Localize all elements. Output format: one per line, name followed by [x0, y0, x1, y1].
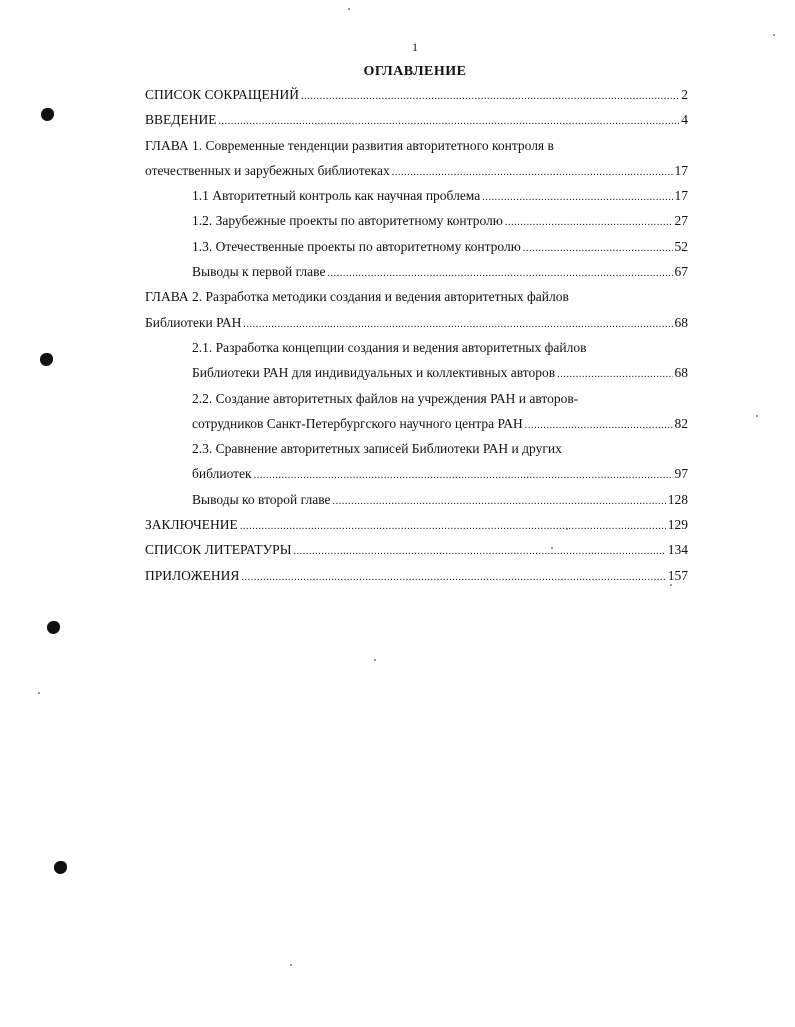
- toc-entry-label: Библиотеки РАН для индивидуальных и коллективных авторов: [192, 365, 556, 381]
- scan-speck: [773, 34, 775, 36]
- toc-entry-abbreviations[interactable]: [145, 82, 688, 107]
- toc-entry-section-2-2-line1[interactable]: 2.2. Создание авторитетных файлов на учреждения РАН и авторов-: [192, 390, 579, 406]
- scan-speck: [348, 8, 350, 10]
- toc-entry-label: 1.2. Зарубежные проекты по авторитетному контролю: [192, 213, 503, 229]
- toc-entry-label: Выводы ко второй главе: [192, 491, 331, 507]
- toc-entry-label: СПИСОК СОКРАЩЕНИЙ: [145, 87, 300, 102]
- toc-entry-label: Библиотеки РАН: [145, 314, 242, 330]
- toc-page-number: 68: [674, 365, 688, 381]
- toc-entry-label: 1.3. Отечественные проекты по авторитетному контролю: [192, 238, 521, 254]
- dot-leader: [392, 160, 673, 185]
- toc-entry-section-1-3[interactable]: [145, 234, 688, 259]
- toc-entry-chapter1-conclusions[interactable]: [145, 259, 688, 284]
- scan-speck: [670, 584, 672, 586]
- toc-page-number: 128: [667, 491, 688, 507]
- scan-speck: [38, 692, 40, 694]
- toc-entry-chapter1[interactable]: [145, 158, 688, 183]
- dot-leader: [254, 463, 673, 488]
- dot-leader: [482, 185, 672, 210]
- dot-leader: [241, 565, 665, 590]
- toc-entry-label: ЗАКЛЮЧЕНИЕ: [145, 517, 238, 533]
- toc-entry-section-1-1[interactable]: [145, 183, 688, 208]
- toc-entry-conclusion[interactable]: [145, 512, 688, 537]
- toc-entry-label: 1.1 Авторитетный контроль как научная проблема: [192, 188, 481, 204]
- dot-leader: [505, 210, 673, 235]
- toc-entry-section-2-1-line1[interactable]: 2.1. Разработка концепции создания и ведения авторитетных файлов: [192, 339, 587, 355]
- punch-hole: [40, 353, 53, 366]
- dot-leader: [327, 261, 672, 286]
- toc-entry-introduction[interactable]: [145, 107, 688, 132]
- scan-speck: [290, 964, 292, 966]
- scan-speck: [566, 528, 568, 530]
- toc-page-number: 68: [674, 314, 688, 330]
- scan-speck: [756, 415, 758, 417]
- toc-entry-section-2-3[interactable]: [145, 461, 688, 486]
- toc-entry-label: сотрудников Санкт-Петербургского научного центра РАН: [192, 415, 523, 431]
- dot-leader: [525, 413, 673, 438]
- toc-page-number: 157: [667, 567, 688, 583]
- toc-entry-chapter2-conclusions[interactable]: [145, 487, 688, 512]
- toc-entry-label: ВВЕДЕНИЕ: [145, 112, 217, 128]
- toc-page-number: 134: [667, 542, 688, 558]
- table-of-contents: [145, 82, 688, 588]
- toc-page-number: 4: [681, 112, 688, 128]
- toc-entry-section-1-2[interactable]: [145, 208, 688, 233]
- toc-entry-chapter2[interactable]: [145, 310, 688, 335]
- toc-page-number: 97: [674, 466, 688, 482]
- punch-hole: [54, 861, 67, 874]
- toc-entry-label: отечественных и зарубежных библиотеках: [145, 162, 390, 178]
- toc-entry-label: ПРИЛОЖЕНИЯ: [145, 567, 240, 583]
- toc-entry-label: библиотек: [192, 466, 252, 482]
- dot-leader: [523, 236, 673, 261]
- toc-entry-section-2-2[interactable]: [145, 411, 688, 436]
- toc-entry-chapter2-line1[interactable]: ГЛАВА 2. Разработка методики создания и ведения авторитетных файлов: [145, 289, 569, 305]
- toc-page-number: 17: [674, 188, 688, 204]
- dot-leader: [333, 489, 666, 514]
- toc-entry-section-2-3-line1[interactable]: 2.3. Сравнение авторитетных записей Библиотеки РАН и других: [192, 441, 562, 457]
- toc-entry-section-2-1[interactable]: [145, 360, 688, 385]
- toc-entry-appendices[interactable]: [145, 563, 688, 588]
- toc-page-number: 2: [681, 87, 688, 102]
- punch-hole: [41, 108, 54, 121]
- toc-page-number: 129: [667, 517, 688, 533]
- toc-page-number: 17: [674, 162, 688, 178]
- punch-hole: [47, 621, 60, 634]
- dot-leader: [293, 539, 665, 564]
- toc-entry-references[interactable]: [145, 537, 688, 562]
- toc-page-number: 67: [674, 264, 688, 280]
- scan-speck: [374, 659, 376, 661]
- toc-title: ОГЛАВЛЕНИЕ: [363, 64, 467, 79]
- dot-leader: [243, 312, 672, 337]
- toc-page-number: 52: [674, 238, 688, 254]
- toc-page-number: 27: [674, 213, 688, 229]
- page-number: 1: [412, 40, 418, 54]
- toc-entry-label: СПИСОК ЛИТЕРАТУРЫ: [145, 542, 292, 558]
- scan-speck: [551, 547, 553, 549]
- dot-leader: [240, 514, 666, 539]
- toc-entry-chapter1-line1[interactable]: ГЛАВА 1. Современные тенденции развития авторитетного контроля в: [145, 137, 554, 153]
- toc-entry-label: Выводы к первой главе: [192, 264, 326, 280]
- dot-leader: [301, 84, 679, 109]
- toc-page-number: 82: [674, 415, 688, 431]
- dot-leader: [218, 109, 679, 134]
- dot-leader: [557, 362, 672, 387]
